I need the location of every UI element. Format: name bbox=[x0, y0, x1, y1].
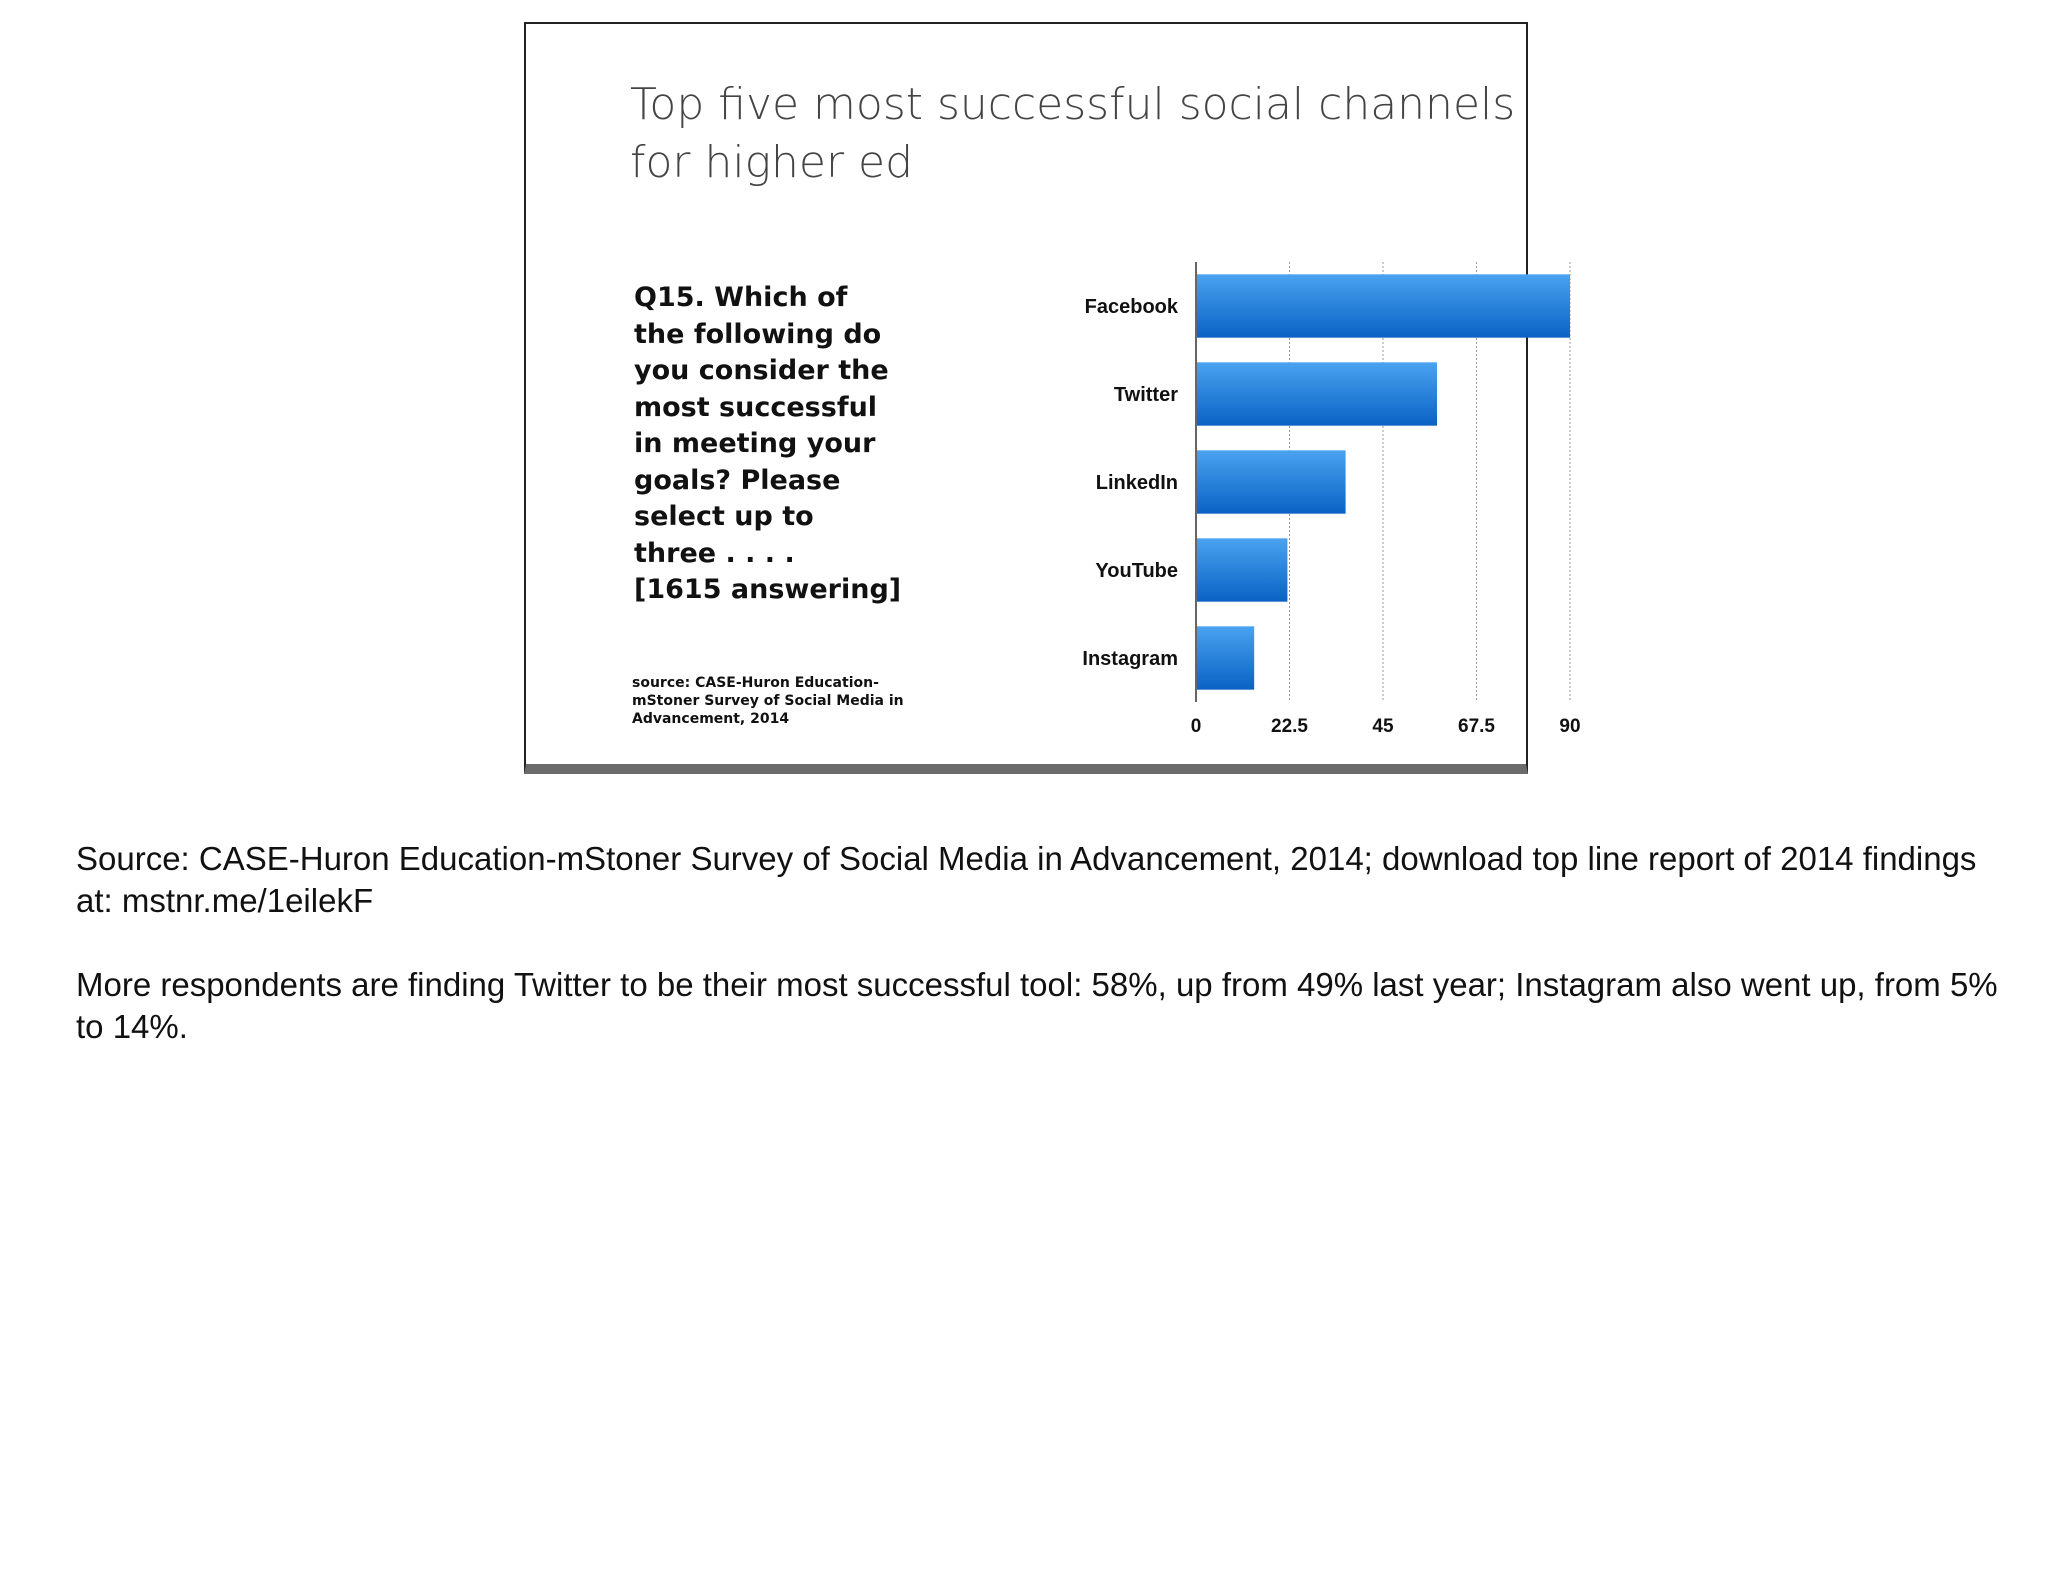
x-tick-label: 0 bbox=[1190, 716, 1202, 737]
slide-title: Top five most successful social channels for higher ed bbox=[630, 79, 1516, 188]
bar-facebook bbox=[1197, 274, 1570, 337]
bar-youtube bbox=[1197, 538, 1287, 601]
notes-source-line: Source: CASE-Huron Education-mStoner Survey of Social Media in Advancement, 2014; download top line report of 2014 findings at: mstnr.me/1eilekF bbox=[76, 840, 1977, 919]
slide bbox=[524, 22, 1581, 774]
category-label: Instagram bbox=[1082, 648, 1178, 670]
category-label: LinkedIn bbox=[1095, 472, 1178, 494]
category-label: Facebook bbox=[1084, 296, 1178, 318]
category-label: Twitter bbox=[1113, 384, 1178, 406]
category-label: YouTube bbox=[1095, 560, 1178, 582]
bar-linkedin bbox=[1197, 450, 1346, 513]
bar-instagram bbox=[1197, 626, 1254, 689]
chart-source-note: source: CASE-Huron Education-mStoner Survey of Social Media in Advancement, 2014 bbox=[632, 675, 904, 727]
x-tick-label: 90 bbox=[1559, 716, 1581, 737]
x-tick-label: 67.5 bbox=[1458, 716, 1495, 737]
bar-chart bbox=[926, 224, 1581, 764]
speaker-notes bbox=[76, 838, 2006, 1090]
x-tick-label: 22.5 bbox=[1271, 716, 1308, 737]
notes-summary: More respondents are finding Twitter to be their most successful tool: 58%, up from 49% last year; Instagram also went up, from 5% to 14%. bbox=[76, 966, 1998, 1045]
survey-question: Q15. Which of the following do you consider the most successful in meeting your goals? Please select up to three . . . . [1615 answering] bbox=[634, 282, 902, 605]
x-tick-label: 45 bbox=[1372, 716, 1394, 737]
bar-twitter bbox=[1197, 362, 1437, 425]
